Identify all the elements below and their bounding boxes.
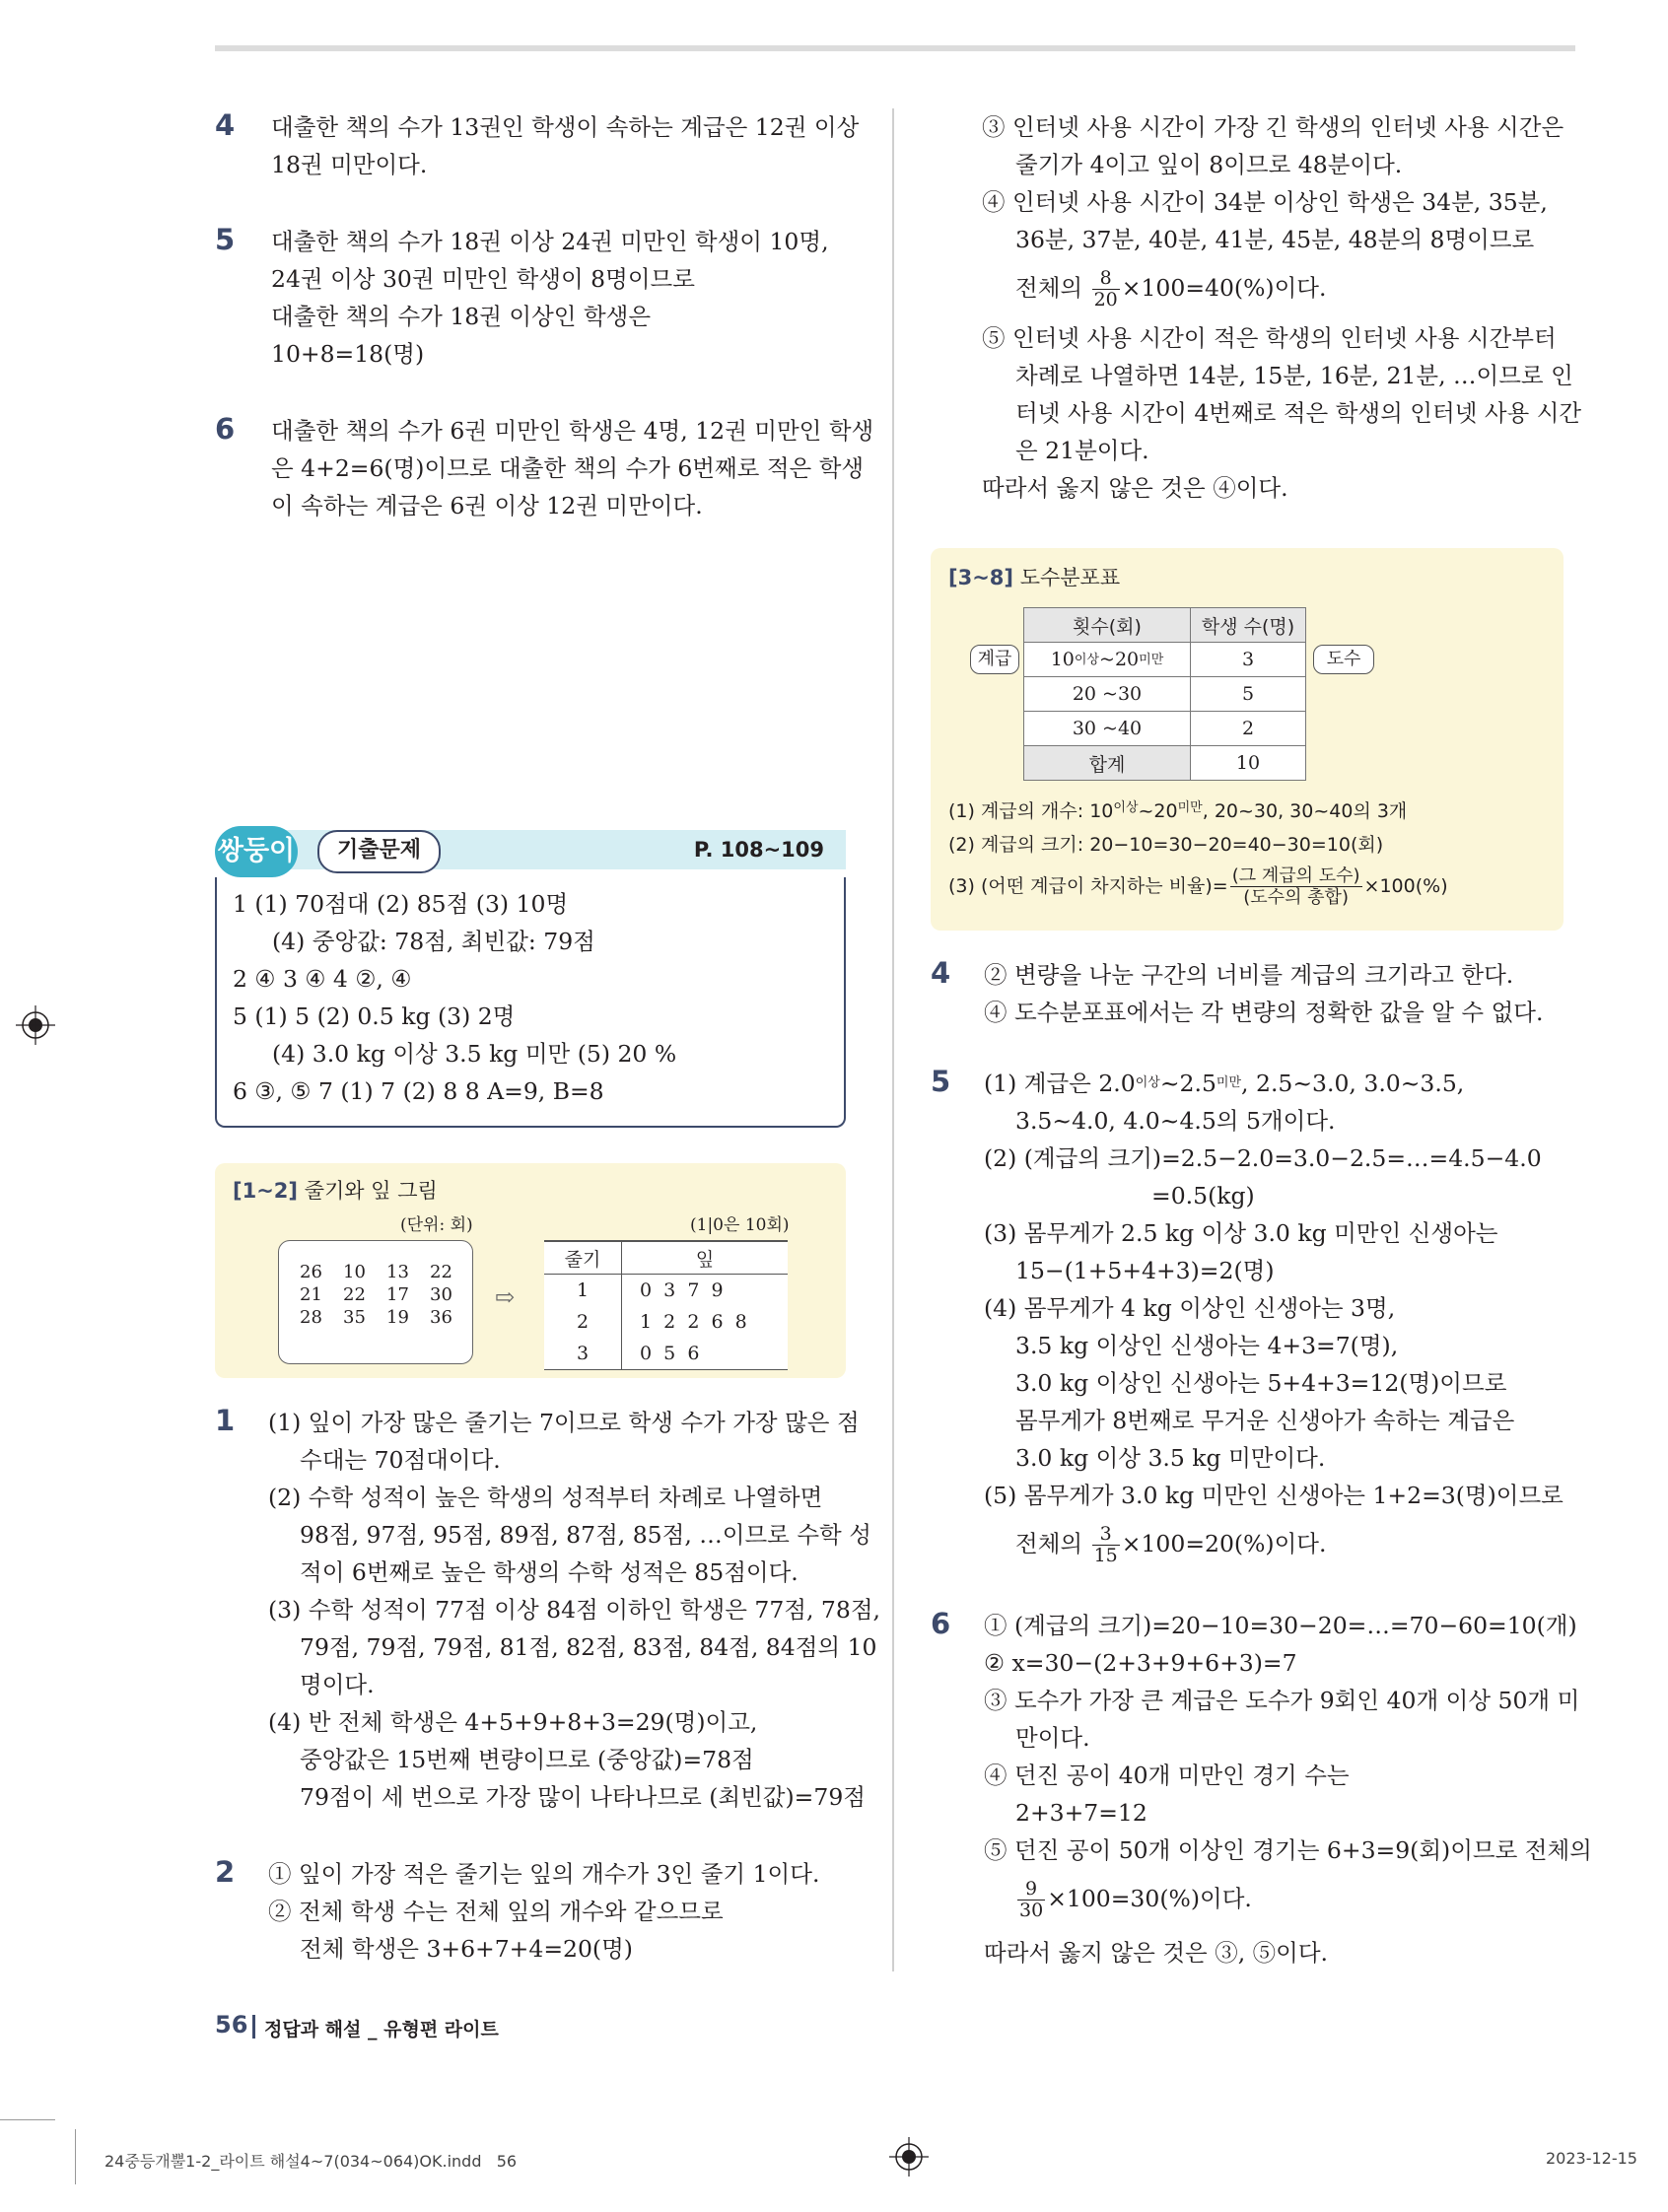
text-line: 대출한 책의 수가 13권인 학생이 속하는 계급은 12권 이상 bbox=[271, 113, 860, 141]
stem-box-heading: 줄기와 잎 그림 bbox=[304, 1179, 438, 1203]
text-line: (2) 수학 성적이 높은 학생의 성적부터 차례로 나열하면 bbox=[268, 1484, 823, 1511]
stem-box-title bbox=[233, 1175, 438, 1205]
registration-mark-icon bbox=[889, 2137, 929, 2177]
text-line: 이 속하는 계급은 6권 이상 12권 미만이다. bbox=[271, 492, 703, 519]
text-line: 98점, 97점, 95점, 89점, 87점, 85점, …이므로 수학 성 bbox=[300, 1521, 871, 1549]
column-divider bbox=[892, 108, 894, 1971]
text-line: (2) (계급의 크기)=2.5−2.0=3.0−2.5=…=4.5−4.0 bbox=[984, 1144, 1542, 1172]
fraction: $\frac{9}{30}$ bbox=[1019, 1878, 1044, 1921]
note-1: (1) 계급의 개수: $10^{이상}\sim 20^{미만}$, 20~30, 30~40의 3개 bbox=[948, 800, 1408, 822]
raw-data-box bbox=[278, 1240, 473, 1364]
text-line: 36분, 37분, 40분, 41분, 45분, 48분의 8명이므로 bbox=[1015, 226, 1535, 253]
print-file-info: 24중등개뿔1-2_라이트 해설4~7(034~064)OK.indd 56 bbox=[104, 2152, 518, 2171]
review-row: 5 (1) 5 (2) 0.5 kg (3) 2명 bbox=[233, 1002, 516, 1030]
col-header: 횟수(회) bbox=[1024, 608, 1191, 643]
frequency-label: 도수 bbox=[1313, 645, 1374, 674]
crop-mark bbox=[75, 2129, 76, 2184]
freq-box-tag: [3~8] bbox=[948, 566, 1014, 589]
text-line: (4) 몸무게가 4 kg 이상인 신생아는 3명, bbox=[984, 1294, 1396, 1322]
text-line: 대출한 책의 수가 6권 미만인 학생은 4명, 12권 미만인 학생 bbox=[271, 417, 874, 445]
text-line: 차례로 나열하면 14분, 15분, 16분, 21분, …이므로 인 bbox=[1015, 362, 1573, 389]
text-line: ⑤ 던진 공이 50개 이상인 경기는 6+3=9(회)이므로 전체의 bbox=[984, 1836, 1592, 1864]
text-line: ② x=30−(2+3+9+6+3)=7 bbox=[984, 1649, 1297, 1677]
conclusion: 따라서 옳지 않은 것은 ④이다. bbox=[982, 474, 1288, 502]
top-rule bbox=[215, 45, 1575, 51]
text-line: 줄기가 4이고 잎이 8이므로 48분이다. bbox=[1015, 151, 1403, 178]
text-line: (1) 계급은 $2.0^{이상}\sim 2.5^{미만}$, 2.5~3.0, 3.0~3.5, bbox=[984, 1070, 1465, 1097]
footer-separator bbox=[252, 2015, 255, 2039]
review-row: 1 (1) 70점대 (2) 85점 (3) 10명 bbox=[233, 890, 569, 918]
text-line: 은 4+2=6(명)이므로 대출한 책의 수가 6번째로 적은 학생 bbox=[271, 454, 865, 482]
text-line: 24권 이상 30권 미만인 학생이 8명이므로 bbox=[271, 265, 695, 293]
footer-title: 정답과 해설 _ 유형편 라이트 bbox=[264, 2019, 499, 2040]
text-line: ② 전체 학생 수는 전체 잎의 개수와 같으므로 bbox=[268, 1898, 724, 1925]
text-line: 3.0 kg 이상 3.5 kg 미만이다. bbox=[1015, 1444, 1326, 1472]
leaf-header: 잎 bbox=[695, 1248, 715, 1271]
review-badge: 쌍둥이 bbox=[215, 826, 298, 877]
review-row: 6 ③, ⑤ 7 (1) 7 (2) 8 8 A=9, B=8 bbox=[233, 1077, 604, 1105]
text-line: 2+3+7=12 bbox=[1015, 1799, 1147, 1827]
question-number: 6 bbox=[931, 1607, 951, 1640]
question-number: 5 bbox=[215, 223, 236, 256]
text-line: 적이 6번째로 높은 학생의 수학 성적은 85점이다. bbox=[300, 1558, 799, 1586]
print-date: 2023-12-15 bbox=[1546, 2149, 1637, 2168]
review-row: (4) 3.0 kg 이상 3.5 kg 미만 (5) 20 % bbox=[272, 1040, 677, 1068]
text-line: =0.5(kg) bbox=[1151, 1182, 1255, 1210]
text-line: 수대는 70점대이다. bbox=[300, 1446, 501, 1474]
text-line: ③ 인터넷 사용 시간이 가장 긴 학생의 인터넷 사용 시간은 bbox=[982, 113, 1564, 141]
question-number: 1 bbox=[215, 1404, 236, 1437]
text-line: 10+8=18(명) bbox=[271, 340, 425, 368]
arrow-right-icon: ⇨ bbox=[495, 1283, 516, 1311]
fraction: $\frac{\text{(그 계급의 도수)}}{\text{(도수의 총합)}}$ bbox=[1231, 865, 1360, 908]
text-line: 전체 학생은 3+6+7+4=20(명) bbox=[300, 1935, 633, 1963]
text-line: 몸무게가 8번째로 무거운 신생아가 속하는 계급은 bbox=[1015, 1407, 1515, 1434]
page-number: 56 bbox=[215, 2011, 248, 2039]
question-number: 6 bbox=[215, 412, 236, 446]
unit-label: (단위: 회) bbox=[400, 1215, 473, 1235]
text-line: 3.0 kg 이상인 신생아는 5+4+3=12(명)이므로 bbox=[1015, 1369, 1507, 1397]
text-line: ④ 인터넷 사용 시간이 34분 이상인 학생은 34분, 35분, bbox=[982, 188, 1548, 216]
text-line: ① 잎이 가장 적은 줄기는 잎의 개수가 3인 줄기 1이다. bbox=[268, 1860, 820, 1888]
text-line: 은 21분이다. bbox=[1015, 437, 1149, 464]
text-line: (3) 수학 성적이 77점 이상 84점 이하인 학생은 77점, 78점, bbox=[268, 1596, 880, 1624]
review-title: 기출문제 bbox=[317, 830, 441, 873]
text-line: 3.5~4.0, 4.0~4.5의 5개이다. bbox=[1015, 1107, 1336, 1135]
stem-box-tag: [1~2] bbox=[233, 1179, 299, 1203]
freq-box-title bbox=[948, 562, 1120, 591]
text-line: ④ 던진 공이 40개 미만인 경기 수는 bbox=[984, 1762, 1350, 1789]
review-row: (4) 중앙값: 78점, 최빈값: 79점 bbox=[272, 928, 595, 955]
review-answer-box bbox=[215, 826, 846, 1130]
fraction-line: $\frac{9}{30}$ ×100=30(%)이다. bbox=[1019, 1878, 1252, 1921]
text-line: (5) 몸무게가 3.0 kg 미만인 신생아는 1+2=3(명)이므로 bbox=[984, 1482, 1564, 1509]
fraction: $\frac{3}{15}$ bbox=[1093, 1523, 1118, 1566]
fraction: $\frac{8}{20}$ bbox=[1093, 267, 1118, 311]
text-line: ④ 도수분포표에서는 각 변량의 정확한 값을 알 수 없다. bbox=[984, 999, 1544, 1026]
question-number: 5 bbox=[931, 1065, 951, 1098]
text-line: 18권 미만이다. bbox=[271, 151, 428, 178]
stem-leaf-box bbox=[215, 1163, 846, 1378]
class-cell: $10^{이상}\sim 20^{미만}$ bbox=[1024, 643, 1191, 677]
text-line: ③ 도수가 가장 큰 계급은 도수가 9회인 40개 이상 50개 미 bbox=[984, 1687, 1580, 1714]
text-line: 명이다. bbox=[300, 1671, 375, 1698]
text-line: 79점이 세 번으로 가장 많이 나타나므로 (최빈값)=79점 bbox=[300, 1783, 866, 1811]
review-pages: P. 108~109 bbox=[693, 838, 824, 862]
text-line: (3) 몸무게가 2.5 kg 이상 3.0 kg 미만인 신생아는 bbox=[984, 1219, 1498, 1247]
crop-mark bbox=[0, 2119, 55, 2120]
fraction-line: 전체의 $\frac{3}{15}$ ×100=20(%)이다. bbox=[1015, 1523, 1327, 1566]
freq-box-heading: 도수분포표 bbox=[1019, 566, 1121, 589]
frequency-table-box bbox=[931, 548, 1564, 931]
text-line: 대출한 책의 수가 18권 이상 24권 미만인 학생이 10명, bbox=[271, 228, 829, 255]
registration-mark-icon bbox=[16, 1005, 55, 1045]
text-line: (1) 잎이 가장 많은 줄기는 7이므로 학생 수가 가장 많은 점 bbox=[268, 1409, 860, 1436]
stem-header: 줄기 bbox=[544, 1241, 622, 1275]
text-line: ① (계급의 크기)=20−10=30−20=…=70−60=10(개) bbox=[984, 1612, 1577, 1639]
text-line: 79점, 79점, 79점, 81점, 82점, 83점, 84점, 84점의 10 bbox=[300, 1633, 877, 1661]
text-line: 3.5 kg 이상인 신생아는 4+3=7(명), bbox=[1015, 1332, 1399, 1359]
text-line: ② 변량을 나눈 구간의 너비를 계급의 크기라고 한다. bbox=[984, 961, 1514, 989]
fraction-line: 전체의 $\frac{8}{20}$ ×100=40(%)이다. bbox=[1015, 267, 1327, 311]
question-number: 4 bbox=[215, 108, 236, 142]
text-line: 15−(1+5+4+3)=2(명) bbox=[1015, 1257, 1275, 1284]
legend-label: (1|0은 10회) bbox=[690, 1215, 790, 1235]
note-2: (2) 계급의 크기: 20−10=30−20=40−30=10(회) bbox=[948, 834, 1384, 856]
raw-data-table: 26 10 13 22 21 22 17 30 28 35 19 36 bbox=[300, 1262, 452, 1328]
note-3: (3) (어떤 계급이 차지하는 비율)= $\frac{\text{(그 계급의 도수)}}{\text{(도수의 총합)}}$ ×100(%) bbox=[948, 865, 1448, 908]
text-line: 중앙값은 15번째 변량이므로 (중앙값)=78점 bbox=[300, 1746, 754, 1773]
text-line: 대출한 책의 수가 18권 이상인 학생은 bbox=[271, 303, 652, 330]
question-number: 4 bbox=[931, 956, 951, 990]
text-line: (4) 반 전체 학생은 4+5+9+8+3=29(명)이고, bbox=[268, 1708, 758, 1736]
stem-leaf-table: 줄기 잎 1 0 3 7 9 2 1 2 2 6 8 3 0 5 6 bbox=[544, 1240, 788, 1370]
text-line: 만이다. bbox=[1015, 1724, 1090, 1752]
text-line: 터넷 사용 시간이 4번째로 적은 학생의 인터넷 사용 시간 bbox=[1015, 399, 1582, 427]
frequency-table: 횟수(회) 학생 수(명) $10^{이상}\sim 20^{미만}$ 3 20 ~30 5 30 ~40 2 합계 10 bbox=[1023, 607, 1306, 781]
class-label: 계급 bbox=[970, 645, 1019, 674]
question-number: 2 bbox=[215, 1855, 236, 1889]
review-row: 2 ④ 3 ④ 4 ②, ④ bbox=[233, 965, 412, 993]
col-header: 학생 수(명) bbox=[1191, 608, 1306, 643]
conclusion: 따라서 옳지 않은 것은 ③, ⑤이다. bbox=[984, 1939, 1329, 1967]
text-line: ⑤ 인터넷 사용 시간이 적은 학생의 인터넷 사용 시간부터 bbox=[982, 324, 1557, 352]
